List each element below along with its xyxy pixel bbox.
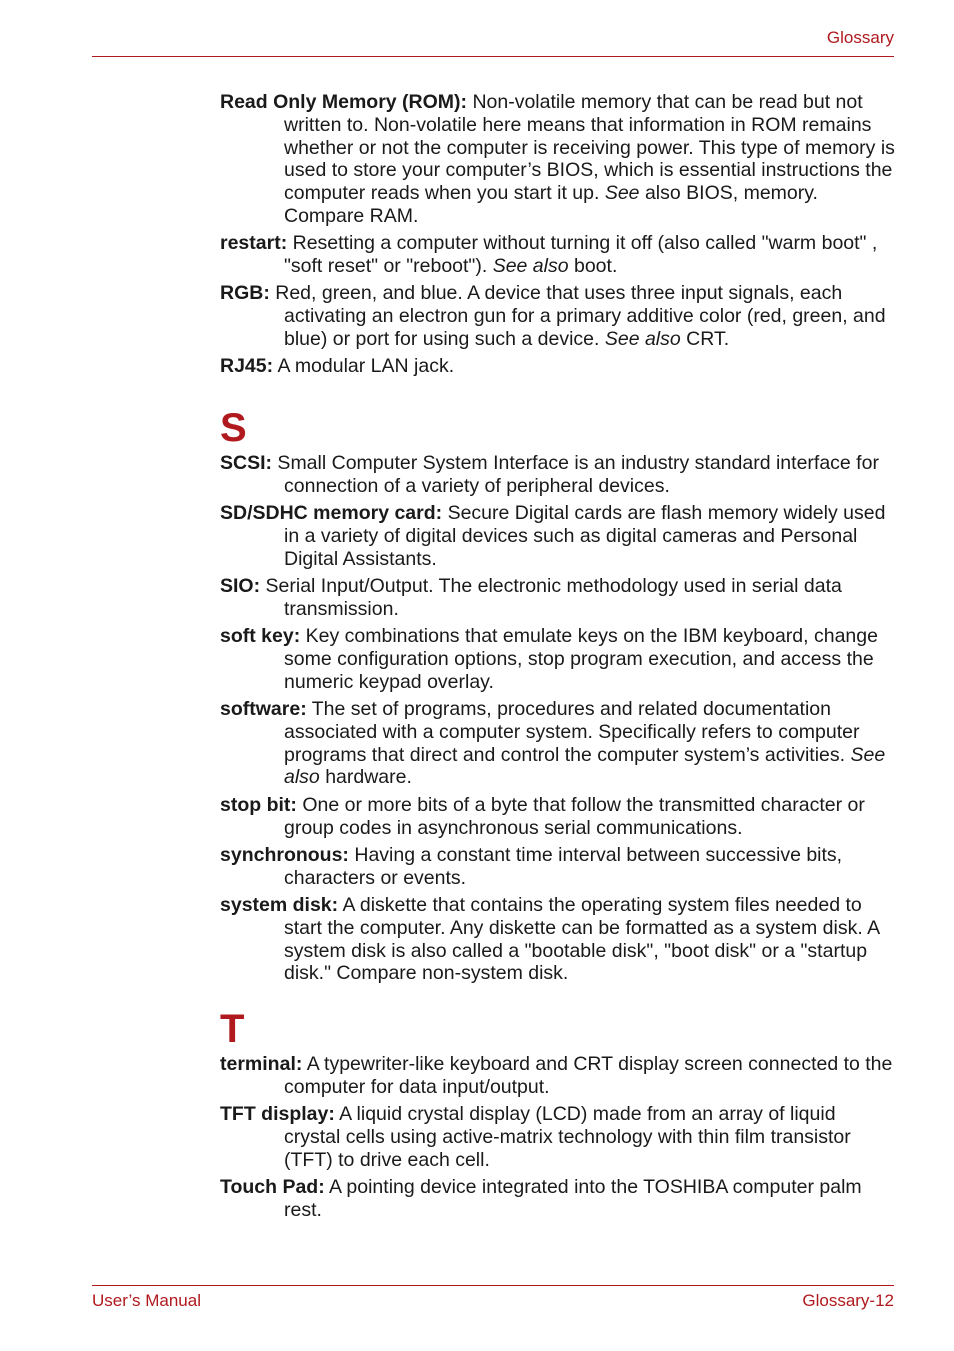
entry-definition-end: CRT.	[680, 327, 730, 350]
footer-divider	[92, 1285, 894, 1286]
glossary-entry-restart	[220, 232, 896, 278]
entry-term: soft key:	[220, 625, 301, 648]
entry-definition: Resetting a computer without turning it off (also called "warm boot" , "soft reset" or "reboot").	[284, 232, 878, 278]
entry-definition: A pointing device integrated into the TOSHIBA computer palm rest.	[284, 1176, 862, 1221]
entry-term: SIO:	[220, 575, 261, 598]
glossary-entry-touch-pad	[220, 1176, 896, 1222]
glossary-entry-sio	[220, 575, 896, 621]
entry-term: SD/SDHC memory card:	[220, 502, 443, 525]
entry-definition: The set of programs, procedures and related documentation associated with a computer system. Specifically refers to computer programs that direct and control the computer system’s activities.	[284, 698, 860, 766]
page-header-title: Glossary	[826, 28, 894, 47]
footer-manual-title: User’s Manual	[92, 1291, 201, 1310]
entry-term: software:	[220, 698, 307, 721]
glossary-entry-rj45	[220, 355, 896, 378]
entry-term: system disk:	[220, 893, 339, 916]
entry-term: stop bit:	[220, 793, 297, 816]
entry-term: RJ45:	[220, 355, 274, 378]
glossary-entry-soft-key	[220, 625, 896, 693]
entry-definition-end: hardware.	[319, 766, 412, 789]
entry-term: restart:	[220, 232, 288, 255]
entry-term: SCSI:	[220, 452, 273, 475]
glossary-entry-rom	[220, 91, 896, 228]
entry-see-reference: See	[604, 182, 640, 205]
glossary-entry-scsi	[220, 452, 896, 498]
section-heading-t: T	[220, 1007, 245, 1052]
entry-definition: Small Computer System Interface is an industry standard interface for connection of a variety of peripheral devices.	[272, 452, 879, 497]
entry-definition: Serial Input/Output. The electronic methodology used in serial data transmission.	[260, 575, 842, 620]
glossary-entry-sdhc	[220, 502, 896, 570]
entry-definition: A diskette that contains the operating system files needed to start the computer. Any diskette can be formatted as a system disk. A system disk is also called a "bootable disk", "boot disk" or a "startup disk." Compare non-system disk.	[284, 893, 880, 985]
entry-term: TFT display:	[220, 1103, 335, 1126]
header-divider	[92, 56, 894, 57]
entry-see-reference: See also	[492, 255, 569, 278]
footer-page-number: Glossary-12	[802, 1291, 894, 1310]
entry-definition: Key combinations that emulate keys on the IBM keyboard, change some configuration options, stop program execution, and access the numeric keypad overlay.	[284, 625, 878, 693]
glossary-content	[220, 91, 896, 1226]
entry-definition: Red, green, and blue. A device that uses three input signals, each activating an electron gun for a primary additive color (red, green, and blue) or port for using such a device.	[269, 282, 886, 350]
glossary-entry-terminal	[220, 1053, 896, 1099]
entry-definition: A typewriter-like keyboard and CRT display screen connected to the computer for data input/output.	[284, 1053, 893, 1098]
glossary-entry-tft-display	[220, 1103, 896, 1171]
entry-term: terminal:	[220, 1053, 303, 1076]
entry-definition: A modular LAN jack.	[273, 355, 455, 378]
entry-see-reference: See also	[604, 327, 681, 350]
entry-definition-end: also BIOS, memory. Compare RAM.	[284, 182, 818, 227]
glossary-entry-software	[220, 698, 896, 789]
entry-term: Touch Pad:	[220, 1176, 325, 1199]
entry-see-reference: See also	[284, 743, 886, 789]
glossary-entry-rgb	[220, 282, 896, 350]
entry-definition: Secure Digital cards are flash memory widely used in a variety of digital devices such as digital cameras and Personal Digital Assistants.	[284, 502, 886, 570]
glossary-entry-stop-bit	[220, 794, 896, 840]
glossary-entry-system-disk	[220, 894, 896, 985]
entry-term: RGB:	[220, 282, 270, 305]
entry-term: Read Only Memory (ROM):	[220, 91, 468, 113]
glossary-entry-synchronous	[220, 844, 896, 890]
entry-term: synchronous:	[220, 843, 349, 866]
entry-definition: One or more bits of a byte that follow the transmitted character or group codes in asynchronous serial communications.	[284, 793, 865, 839]
entry-definition: A liquid crystal display (LCD) made from an array of liquid crystal cells using active-matrix technology with thin film transistor (TFT) to drive each cell.	[284, 1103, 851, 1171]
entry-definition-end: boot.	[568, 255, 618, 278]
entry-definition: Having a constant time interval between successive bits, characters or events.	[284, 843, 843, 889]
entry-definition: Non-volatile memory that can be read but not written to. Non-volatile here means that information in ROM remains whether or not the computer is receiving power. This type of memory is used to store your computer’s BIOS, which is essential instructions the computer reads when you start it up.	[284, 91, 895, 205]
section-heading-s: S	[220, 406, 247, 451]
